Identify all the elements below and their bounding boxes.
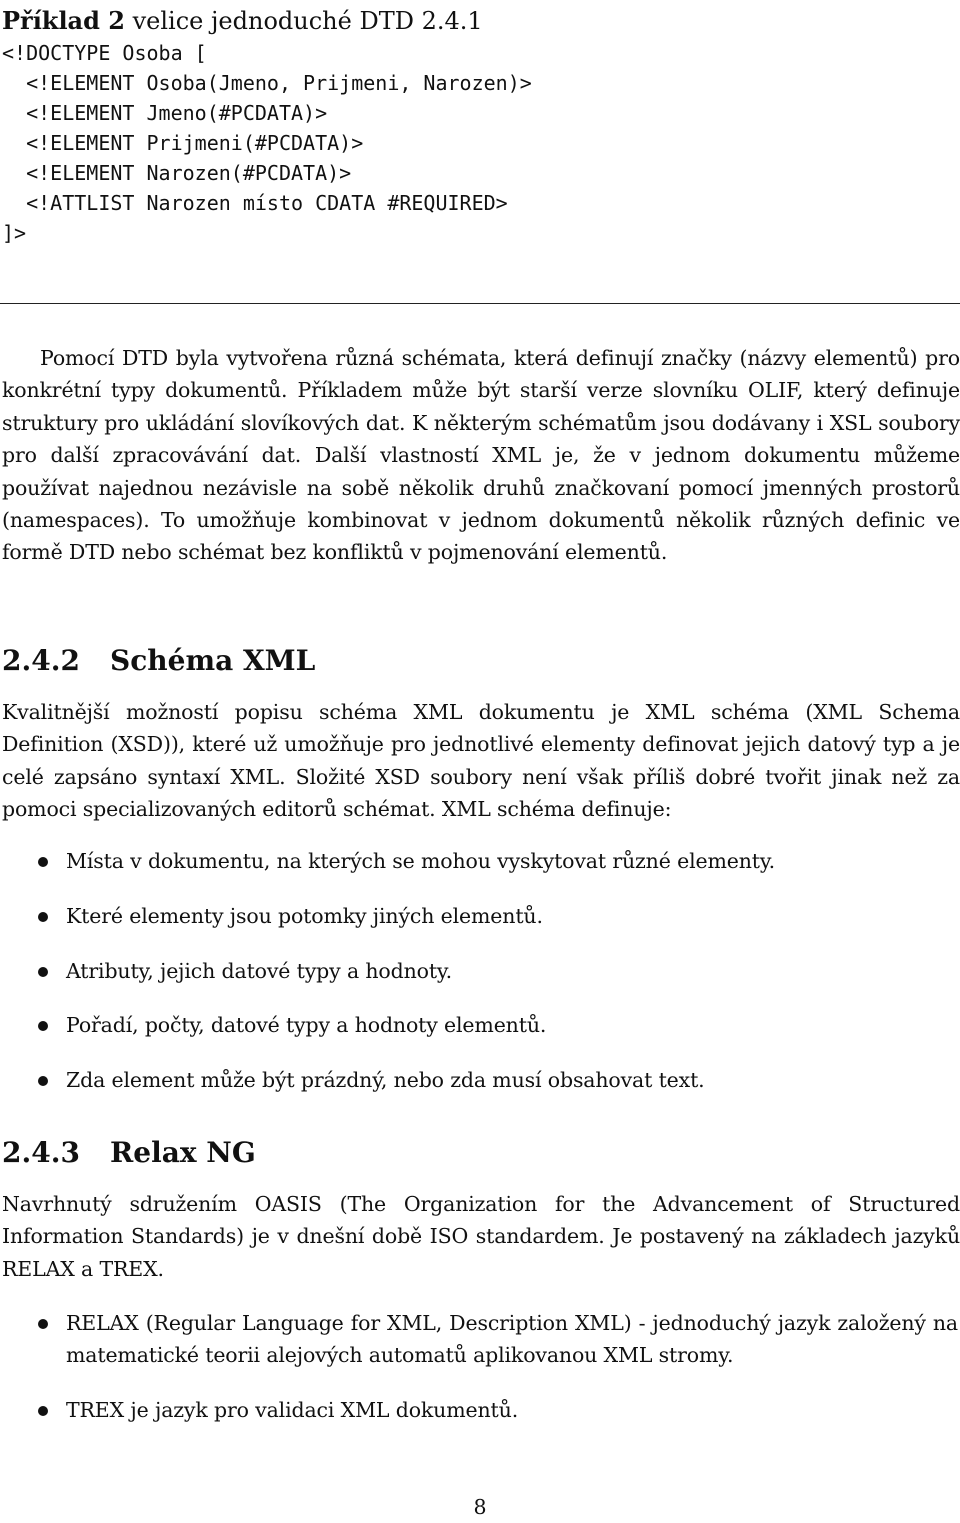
horizontal-rule — [0, 303, 960, 304]
code-line: <!ELEMENT Osoba(Jmeno, Prijmeni, Narozen)> — [2, 71, 532, 95]
code-line: <!ELEMENT Jmeno(#PCDATA)> — [2, 101, 328, 125]
list-item-text: Místa v dokumentu, na kterých se mohou vyskytovat různé elementy. — [66, 849, 775, 873]
list-item — [0, 1394, 958, 1426]
list-item-text: Atributy, jejich datové typy a hodnoty. — [66, 958, 453, 983]
section-number: 2.4.2 — [2, 644, 80, 677]
bullet-icon — [38, 1406, 48, 1416]
list-item — [0, 845, 958, 900]
dtd-code-block — [2, 38, 532, 248]
list-item-text: RELAX (Regular Language for XML, Description XML) - jednoduchý jazyk založený na matematické teorii alejových automatů aplikovanou XML stromy. — [66, 1311, 958, 1368]
bullet-icon — [38, 1319, 48, 1329]
list-item — [0, 1307, 958, 1394]
bullet-icon — [38, 967, 48, 977]
list-item-text: Které elementy jsou potomky jiných elementů. — [66, 903, 543, 928]
list-item — [0, 955, 958, 1010]
bullet-icon — [38, 912, 48, 922]
code-line: ]> — [2, 221, 27, 245]
code-line: <!ELEMENT Narozen(#PCDATA)> — [2, 161, 352, 185]
example-label: Příklad 2 — [2, 6, 125, 35]
schema-list — [0, 845, 958, 1119]
code-line: <!ELEMENT Prijmeni(#PCDATA)> — [2, 131, 364, 155]
list-item-text: TREX je jazyk pro validaci XML dokumentů. — [66, 1398, 519, 1422]
section-title: Relax NG — [110, 1136, 256, 1169]
code-line: <!DOCTYPE Osoba [ — [2, 41, 207, 65]
section-heading-schema — [2, 644, 315, 678]
section-title: Schéma XML — [110, 644, 316, 677]
bullet-icon — [38, 1021, 48, 1031]
list-item — [0, 900, 958, 955]
section-number: 2.4.3 — [2, 1136, 80, 1169]
section-heading-relax — [2, 1136, 256, 1170]
list-item — [0, 1009, 958, 1064]
example-title: velice jednoduché DTD 2.4.1 — [132, 7, 483, 35]
schema-paragraph: Kvalitnější možností popisu schéma XML dokumentu je XML schéma (XML Schema Definition (XSD)), které už umožňuje pro jednotlivé elementy definovat jejich datový typ a je celé zapsáno syntaxí XML. Složité XSD soubory není však příliš dobré tvořit jinak než za pomoci specializovaných editorů schémat. XML schéma definuje: — [2, 700, 960, 822]
relax-list — [0, 1307, 958, 1426]
list-item — [0, 1064, 958, 1119]
page-number: 8 — [473, 1495, 487, 1519]
example-caption — [2, 6, 483, 36]
list-item-text: Zda element může být prázdný, nebo zda musí obsahovat text. — [66, 1068, 705, 1093]
bullet-icon — [38, 857, 48, 867]
list-item-text: Pořadí, počty, datové typy a hodnoty elementů. — [66, 1013, 547, 1038]
bullet-icon — [38, 1076, 48, 1086]
intro-paragraph: Pomocí DTD byla vytvořena různá schémata, která definují značky (názvy elementů) pro konkrétní typy dokumentů. Příkladem může být starší verze slovníku OLIF, který definuje struktury pro ukládání slovíkových dat. K některým schématům jsou dodávany i XSL soubory pro další zpracovávání dat. Další vlastností XML je, že v jednom dokumentu můžeme používat najednou nezávisle na sobě několik druhů značkovaní pomocí jmenných prostorů (namespaces). To umožňuje kombinovat v jednom dokumentů několik různých definic ve formě DTD nebo schémat bez konfliktů v pojmenování elementů. — [2, 346, 960, 565]
relax-paragraph: Navrhnutý sdružením OASIS (The Organization for the Advancement of Structured Information Standards) je v dnešní době ISO standardem. Je postavený na základech jazyků RELAX a TREX. — [2, 1192, 960, 1281]
code-line: <!ATTLIST Narozen místo CDATA #REQUIRED> — [2, 191, 508, 215]
